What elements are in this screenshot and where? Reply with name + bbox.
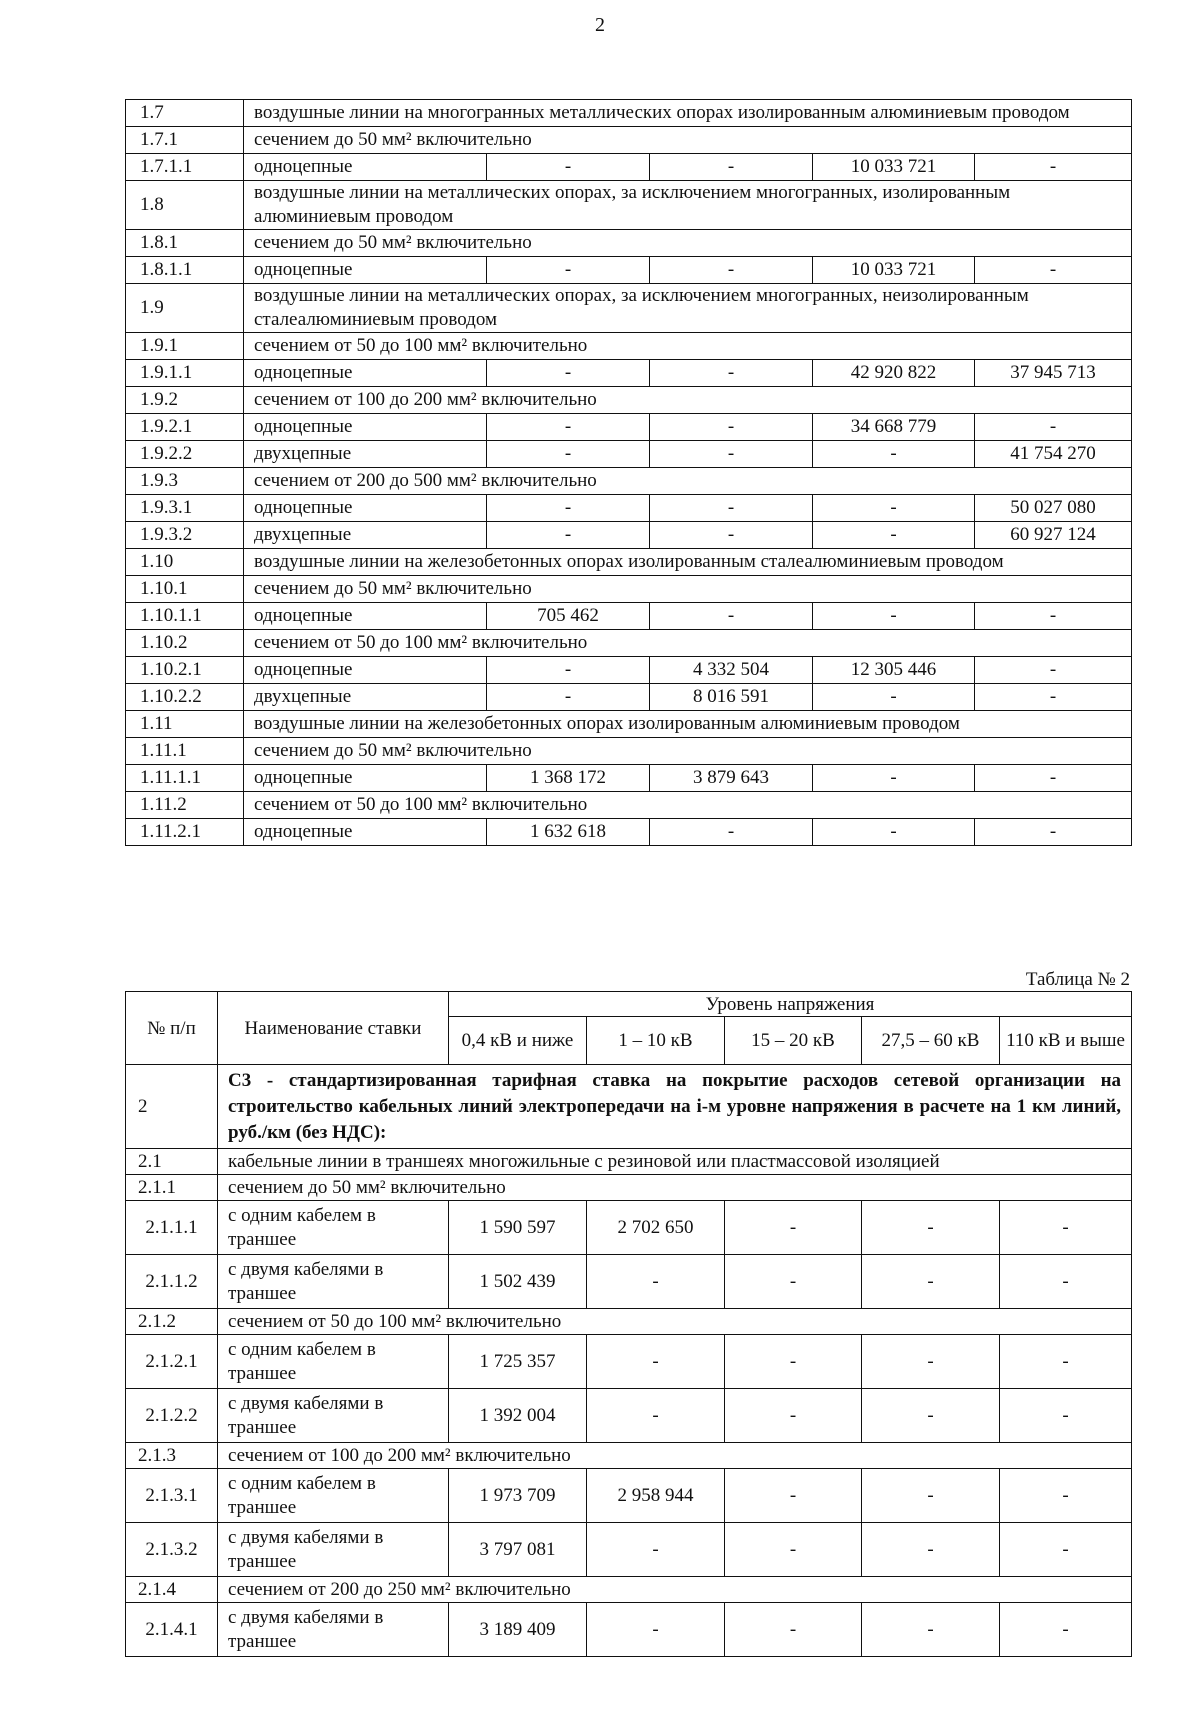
- row-number: 1.11.1: [126, 738, 244, 765]
- row-title: воздушные линии на многогранных металлических опорах изолированным алюминиевым проводом: [244, 100, 1132, 127]
- row-title: сечением от 100 до 200 мм² включительно: [218, 1443, 1132, 1469]
- row-title: сечением от 50 до 100 мм² включительно: [244, 792, 1132, 819]
- row-value: 10 033 721: [813, 154, 975, 181]
- header-name: Наименование ставки: [218, 992, 449, 1065]
- header-level: 15 – 20 кВ: [725, 1017, 862, 1065]
- row-value: -: [650, 360, 813, 387]
- row-number: 1.9: [126, 284, 244, 333]
- row-number: 1.9.1.1: [126, 360, 244, 387]
- row-value: -: [1000, 1469, 1132, 1523]
- row-value: -: [587, 1603, 725, 1657]
- row-title: сечением от 200 до 500 мм² включительно: [244, 468, 1132, 495]
- row-value: -: [975, 819, 1132, 846]
- row-number: 1.11.2.1: [126, 819, 244, 846]
- table-row: [126, 792, 1132, 819]
- row-name: с двумя кабелями в траншее: [218, 1603, 449, 1657]
- table-row: [126, 576, 1132, 603]
- row-value: -: [487, 441, 650, 468]
- row-number: 1.8.1: [126, 230, 244, 257]
- table-row: [126, 1577, 1132, 1603]
- row-value: -: [587, 1389, 725, 1443]
- row-number: 1.8: [126, 181, 244, 230]
- row-number: 1.11.2: [126, 792, 244, 819]
- row-value: -: [650, 819, 813, 846]
- row-value: -: [862, 1523, 1000, 1577]
- table-row: [126, 1523, 1132, 1577]
- row-value: -: [1000, 1523, 1132, 1577]
- table-2-header-row: [126, 992, 1132, 1017]
- row-name: с одним кабелем в траншее: [218, 1201, 449, 1255]
- row-value: -: [813, 495, 975, 522]
- row-value: 1 502 439: [449, 1255, 587, 1309]
- row-value: -: [650, 522, 813, 549]
- row-title: сечением от 50 до 100 мм² включительно: [244, 630, 1132, 657]
- row-value: -: [975, 414, 1132, 441]
- row-value: -: [813, 765, 975, 792]
- row-number: 1.10.2.2: [126, 684, 244, 711]
- row-number: 1.7.1: [126, 127, 244, 154]
- table-row: [126, 1443, 1132, 1469]
- table-row: [126, 522, 1132, 549]
- row-value: 1 973 709: [449, 1469, 587, 1523]
- row-value: 2 702 650: [587, 1201, 725, 1255]
- row-number: 2.1.4: [126, 1577, 218, 1603]
- row-value: 34 668 779: [813, 414, 975, 441]
- row-value: -: [813, 603, 975, 630]
- row-value: -: [487, 522, 650, 549]
- table-row: [126, 127, 1132, 154]
- table-row: [126, 1469, 1132, 1523]
- row-title: воздушные линии на металлических опорах, за исключением многогранных, изолированным алюминиевым проводом: [244, 181, 1132, 230]
- row-number: 2.1.1: [126, 1175, 218, 1201]
- row-number: 1.10.2: [126, 630, 244, 657]
- table-row: [126, 765, 1132, 792]
- row-value: -: [862, 1335, 1000, 1389]
- row-value: -: [650, 414, 813, 441]
- row-value: 705 462: [487, 603, 650, 630]
- table-row: [126, 819, 1132, 846]
- table-row: [126, 230, 1132, 257]
- table-row: [126, 1255, 1132, 1309]
- row-name: с двумя кабелями в траншее: [218, 1255, 449, 1309]
- row-value: -: [862, 1603, 1000, 1657]
- row-number: 1.10.1: [126, 576, 244, 603]
- row-value: -: [650, 154, 813, 181]
- row-value: -: [975, 257, 1132, 284]
- row-value: -: [487, 414, 650, 441]
- row-value: -: [862, 1201, 1000, 1255]
- page-number: 2: [595, 14, 605, 36]
- row-value: -: [813, 684, 975, 711]
- row-name: одноцепные: [244, 603, 487, 630]
- table-row: [126, 630, 1132, 657]
- row-number: 1.9.1: [126, 333, 244, 360]
- row-name: двухцепные: [244, 441, 487, 468]
- table-row: [126, 333, 1132, 360]
- row-value: -: [487, 657, 650, 684]
- row-value: -: [587, 1335, 725, 1389]
- row-value: -: [1000, 1603, 1132, 1657]
- row-value: -: [487, 360, 650, 387]
- row-value: -: [975, 603, 1132, 630]
- row-value: 2 958 944: [587, 1469, 725, 1523]
- table-row: [126, 1201, 1132, 1255]
- row-value: 1 725 357: [449, 1335, 587, 1389]
- table-row: [126, 711, 1132, 738]
- table-row: [126, 1603, 1132, 1657]
- table-row: [126, 495, 1132, 522]
- row-title: сечением до 50 мм² включительно: [244, 576, 1132, 603]
- table-row: [126, 1335, 1132, 1389]
- row-value: -: [587, 1523, 725, 1577]
- tariff-table-1: [125, 99, 1132, 846]
- table-row: [126, 468, 1132, 495]
- row-name: с одним кабелем в траншее: [218, 1335, 449, 1389]
- row-value: 8 016 591: [650, 684, 813, 711]
- header-voltage-group: Уровень напряжения: [449, 992, 1132, 1017]
- row-value: 3 879 643: [650, 765, 813, 792]
- row-number: 1.7: [126, 100, 244, 127]
- table-row: [126, 1149, 1132, 1175]
- row-value: -: [975, 765, 1132, 792]
- row-name: одноцепные: [244, 154, 487, 181]
- row-value: -: [725, 1201, 862, 1255]
- row-value: -: [487, 495, 650, 522]
- row-name: одноцепные: [244, 495, 487, 522]
- header-level: 27,5 – 60 кВ: [862, 1017, 1000, 1065]
- row-value: -: [975, 684, 1132, 711]
- row-title: сечением от 50 до 100 мм² включительно: [244, 333, 1132, 360]
- tariff-table-2-body: [126, 1065, 1132, 1657]
- table-row: [126, 549, 1132, 576]
- row-value: -: [862, 1469, 1000, 1523]
- section-text: С3 - стандартизированная тарифная ставка на покрытие расходов сетевой организации на строительство кабельных линий электропередачи на i-м уровне напряжения в расчете на 1 км линий, руб./км (без НДС):: [218, 1065, 1132, 1149]
- row-value: 1 632 618: [487, 819, 650, 846]
- row-number: 1.10.1.1: [126, 603, 244, 630]
- row-value: -: [587, 1255, 725, 1309]
- row-value: -: [862, 1255, 1000, 1309]
- tariff-table-1-body: [126, 100, 1132, 846]
- row-value: -: [487, 684, 650, 711]
- row-number: 2.1.2: [126, 1309, 218, 1335]
- row-value: 3 189 409: [449, 1603, 587, 1657]
- table-row: [126, 154, 1132, 181]
- row-number: 1.11: [126, 711, 244, 738]
- row-value: -: [975, 657, 1132, 684]
- row-value: 3 797 081: [449, 1523, 587, 1577]
- table-row: [126, 603, 1132, 630]
- table-row: [126, 441, 1132, 468]
- table-row: [126, 284, 1132, 333]
- table-row: [126, 387, 1132, 414]
- table-row: [126, 1175, 1132, 1201]
- table-row: [126, 684, 1132, 711]
- row-title: сечением до 50 мм² включительно: [218, 1175, 1132, 1201]
- row-value: 4 332 504: [650, 657, 813, 684]
- row-value: -: [650, 257, 813, 284]
- row-value: -: [725, 1255, 862, 1309]
- row-name: двухцепные: [244, 522, 487, 549]
- row-number: 2.1.3: [126, 1443, 218, 1469]
- section-num: 2: [126, 1065, 218, 1149]
- row-number: 1.10.2.1: [126, 657, 244, 684]
- row-title: сечением от 50 до 100 мм² включительно: [218, 1309, 1132, 1335]
- row-number: 2.1.1.2: [126, 1255, 218, 1309]
- row-value: 1 590 597: [449, 1201, 587, 1255]
- row-name: одноцепные: [244, 257, 487, 284]
- row-title: кабельные линии в траншеях многожильные с резиновой или пластмассовой изоляцией: [218, 1149, 1132, 1175]
- row-name: с двумя кабелями в траншее: [218, 1389, 449, 1443]
- header-num: № п/п: [126, 992, 218, 1065]
- row-title: сечением от 200 до 250 мм² включительно: [218, 1577, 1132, 1603]
- row-value: 60 927 124: [975, 522, 1132, 549]
- row-value: -: [725, 1523, 862, 1577]
- row-value: -: [1000, 1389, 1132, 1443]
- row-value: 1 392 004: [449, 1389, 587, 1443]
- row-number: 2.1.3.2: [126, 1523, 218, 1577]
- row-name: одноцепные: [244, 657, 487, 684]
- row-value: 50 027 080: [975, 495, 1132, 522]
- row-name: с двумя кабелями в траншее: [218, 1523, 449, 1577]
- table-row: [126, 738, 1132, 765]
- row-number: 1.10: [126, 549, 244, 576]
- row-number: 1.9.3.1: [126, 495, 244, 522]
- header-level: 1 – 10 кВ: [587, 1017, 725, 1065]
- row-title: воздушные линии на железобетонных опорах изолированным сталеалюминиевым проводом: [244, 549, 1132, 576]
- header-level: 0,4 кВ и ниже: [449, 1017, 587, 1065]
- row-title: сечением до 50 мм² включительно: [244, 230, 1132, 257]
- row-number: 2.1: [126, 1149, 218, 1175]
- table-row: [126, 414, 1132, 441]
- row-name: одноцепные: [244, 360, 487, 387]
- row-value: -: [1000, 1201, 1132, 1255]
- row-value: 41 754 270: [975, 441, 1132, 468]
- row-number: 1.9.3: [126, 468, 244, 495]
- row-number: 2.1.3.1: [126, 1469, 218, 1523]
- table-2-caption: Таблица № 2: [1025, 969, 1130, 990]
- row-value: -: [650, 495, 813, 522]
- row-number: 1.9.2.1: [126, 414, 244, 441]
- row-value: -: [813, 441, 975, 468]
- row-name: одноцепные: [244, 819, 487, 846]
- row-title: сечением от 100 до 200 мм² включительно: [244, 387, 1132, 414]
- row-number: 2.1.4.1: [126, 1603, 218, 1657]
- row-value: -: [725, 1335, 862, 1389]
- row-value: 10 033 721: [813, 257, 975, 284]
- row-name: двухцепные: [244, 684, 487, 711]
- row-name: одноцепные: [244, 765, 487, 792]
- row-value: -: [1000, 1255, 1132, 1309]
- row-value: -: [487, 154, 650, 181]
- row-title: сечением до 50 мм² включительно: [244, 127, 1132, 154]
- row-value: -: [862, 1389, 1000, 1443]
- tariff-table-2: [125, 991, 1132, 1657]
- row-title: сечением до 50 мм² включительно: [244, 738, 1132, 765]
- table-row: [126, 657, 1132, 684]
- table-row: [126, 360, 1132, 387]
- row-value: -: [1000, 1335, 1132, 1389]
- row-name: с одним кабелем в траншее: [218, 1469, 449, 1523]
- row-value: 37 945 713: [975, 360, 1132, 387]
- row-number: 2.1.2.1: [126, 1335, 218, 1389]
- table-row: [126, 181, 1132, 230]
- row-value: -: [650, 603, 813, 630]
- table-row: [126, 100, 1132, 127]
- row-number: 1.7.1.1: [126, 154, 244, 181]
- table-row: [126, 1309, 1132, 1335]
- row-value: -: [650, 441, 813, 468]
- row-value: -: [975, 154, 1132, 181]
- row-value: -: [725, 1389, 862, 1443]
- section-row: [126, 1065, 1132, 1149]
- row-number: 1.9.3.2: [126, 522, 244, 549]
- row-title: воздушные линии на железобетонных опорах изолированным алюминиевым проводом: [244, 711, 1132, 738]
- row-value: -: [725, 1469, 862, 1523]
- row-number: 1.9.2.2: [126, 441, 244, 468]
- table-row: [126, 1389, 1132, 1443]
- row-number: 1.11.1.1: [126, 765, 244, 792]
- table-row: [126, 257, 1132, 284]
- row-number: 1.9.2: [126, 387, 244, 414]
- row-title: воздушные линии на металлических опорах, за исключением многогранных, неизолированным сталеалюминиевым проводом: [244, 284, 1132, 333]
- row-value: 1 368 172: [487, 765, 650, 792]
- row-name: одноцепные: [244, 414, 487, 441]
- row-number: 1.8.1.1: [126, 257, 244, 284]
- row-value: 12 305 446: [813, 657, 975, 684]
- row-value: -: [487, 257, 650, 284]
- row-value: -: [725, 1603, 862, 1657]
- row-value: -: [813, 522, 975, 549]
- row-value: -: [813, 819, 975, 846]
- row-number: 2.1.1.1: [126, 1201, 218, 1255]
- row-value: 42 920 822: [813, 360, 975, 387]
- row-number: 2.1.2.2: [126, 1389, 218, 1443]
- header-level: 110 кВ и выше: [1000, 1017, 1132, 1065]
